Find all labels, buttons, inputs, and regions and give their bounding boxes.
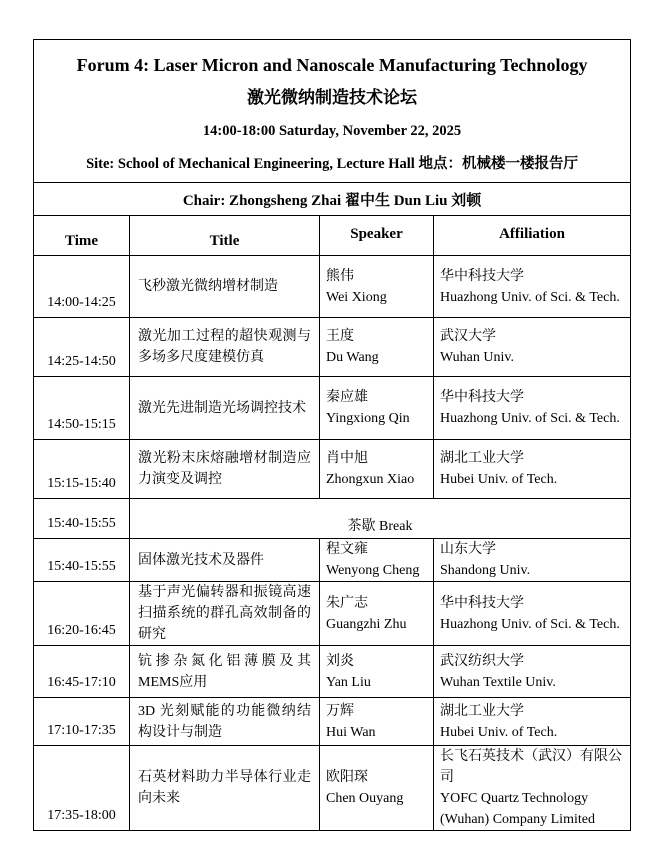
row-speaker: 欧阳琛 Chen Ouyang [320,746,434,831]
row-title: 激光先进制造光场调控技术 [130,377,320,440]
row-time: 16:45-17:10 [34,646,130,698]
row-speaker: 熊伟 Wei Xiong [320,256,434,318]
row-time: 15:40-15:55 [34,539,130,582]
table-row [34,539,631,582]
forum-datetime: 14:00-18:00 Saturday, November 22, 2025 [34,116,631,146]
forum-site: Site: School of Mechanical Engineering, Lecture Hall 地点：机械楼一楼报告厅 [34,146,631,183]
col-header-speaker: Speaker [320,216,434,256]
row-title: 激光加工过程的超快观测与多场多尺度建模仿真 [130,318,320,377]
row-affiliation: 长飞石英技术（武汉）有限公司 YOFC Quartz Technology (Wuhan) Company Limited [434,746,631,831]
break-row [34,499,631,539]
table-row [34,698,631,746]
row-affiliation: 武汉纺织大学 Wuhan Textile Univ. [434,646,631,698]
table-row [34,582,631,646]
row-speaker: 程文雍 Wenyong Cheng [320,539,434,582]
row-speaker: 万辉 Hui Wan [320,698,434,746]
row-speaker: 朱广志 Guangzhi Zhu [320,582,434,646]
row-affiliation: 武汉大学 Wuhan Univ. [434,318,631,377]
table-row [34,377,631,440]
row-time: 17:35-18:00 [34,746,130,831]
row-time: 14:50-15:15 [34,377,130,440]
break-time: 15:40-15:55 [34,499,130,539]
table-row [34,318,631,377]
table-row [34,746,631,831]
row-speaker: 肖中旭 Zhongxun Xiao [320,440,434,499]
row-speaker: 秦应雄 Yingxiong Qin [320,377,434,440]
row-title: 飞秒激光微纳增材制造 [130,256,320,318]
session-chair: Chair: Zhongsheng Zhai 翟中生 Dun Liu 刘顿 [34,183,631,216]
forum-title-en: Forum 4: Laser Micron and Nanoscale Manufacturing Technology [34,40,631,81]
row-affiliation: 华中科技大学 Huazhong Univ. of Sci. & Tech. [434,377,631,440]
row-affiliation: 华中科技大学 Huazhong Univ. of Sci. & Tech. [434,582,631,646]
row-time: 14:25-14:50 [34,318,130,377]
col-header-affiliation: Affiliation [434,216,631,256]
table-row [34,646,631,698]
row-title: 基于声光偏转器和振镜高速扫描系统的群孔高效制备的研究 [130,582,320,646]
row-time: 14:00-14:25 [34,256,130,318]
col-header-time: Time [34,216,130,256]
row-time: 16:20-16:45 [34,582,130,646]
break-label: 茶歇 Break [130,499,631,539]
schedule-table [33,39,631,831]
table-row [34,440,631,499]
row-title: 固体激光技术及器件 [130,539,320,582]
col-header-title: Title [130,216,320,256]
forum-title-cn: 激光微纳制造技术论坛 [34,80,631,116]
row-affiliation: 山东大学 Shandong Univ. [434,539,631,582]
row-affiliation: 湖北工业大学 Hubei Univ. of Tech. [434,440,631,499]
row-affiliation: 华中科技大学 Huazhong Univ. of Sci. & Tech. [434,256,631,318]
row-time: 15:15-15:40 [34,440,130,499]
row-title: 3D 光刻赋能的功能微纳结构设计与制造 [130,698,320,746]
row-title: 石英材料助力半导体行业走向未来 [130,746,320,831]
row-title: 激光粉末床熔融增材制造应力演变及调控 [130,440,320,499]
row-speaker: 王度 Du Wang [320,318,434,377]
row-title: 钪掺杂氮化铝薄膜及其MEMS应用 [130,646,320,698]
row-time: 17:10-17:35 [34,698,130,746]
row-speaker: 刘炎 Yan Liu [320,646,434,698]
table-row [34,256,631,318]
row-affiliation: 湖北工业大学 Hubei Univ. of Tech. [434,698,631,746]
